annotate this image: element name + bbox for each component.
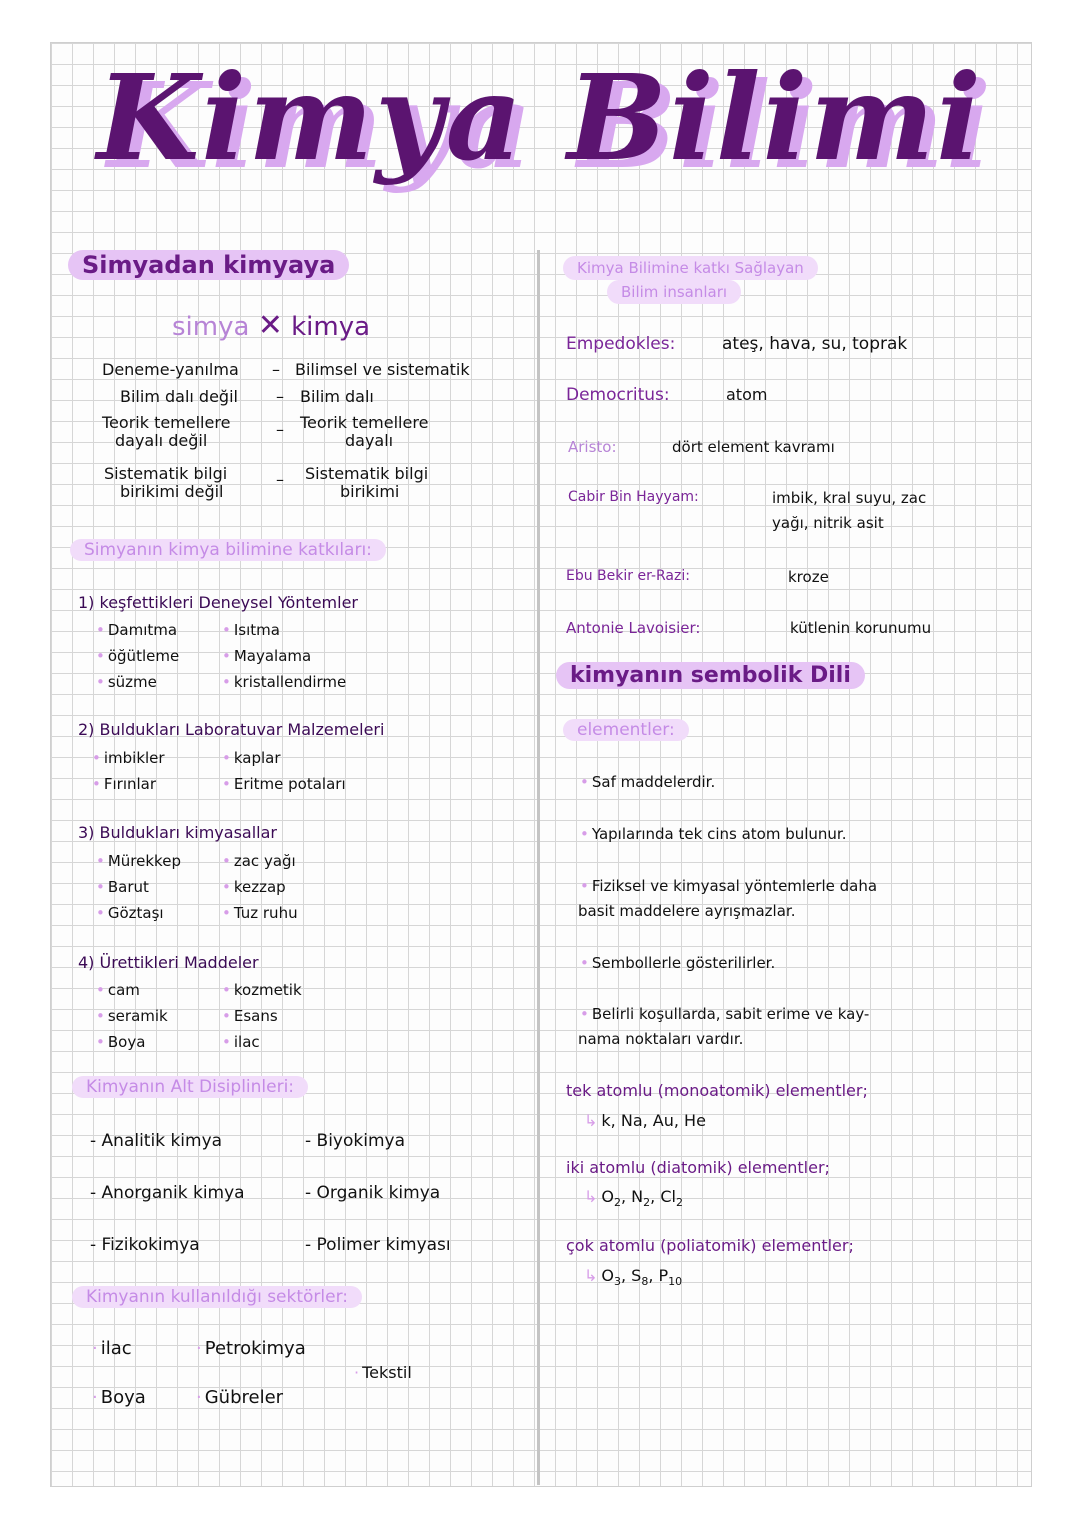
group-list xyxy=(222,848,298,926)
group-title: 3) Buldukları kimyasallar xyxy=(78,823,277,842)
section-heading-scientists: Kimya Bilimine katkı Sağlayan Bilim insanları xyxy=(563,256,818,304)
scientist-contribution: imbik, kral suyu, zac xyxy=(772,489,927,507)
list-item: • Isıtma xyxy=(222,621,280,639)
list-item: • Boya xyxy=(96,1033,146,1051)
list-item: • öğütleme xyxy=(96,647,180,665)
dash: – xyxy=(276,387,284,406)
list-item: • Barut xyxy=(96,878,149,896)
section-heading-symbolic-language: kimyanın sembolik Dili xyxy=(556,662,865,689)
column-divider xyxy=(537,250,540,1485)
list-item: • kezzap xyxy=(222,878,286,896)
group-title: 2) Buldukları Laboratuvar Malzemeleri xyxy=(78,720,385,739)
list-item: · Boya xyxy=(92,1387,146,1408)
list-item: • zac yağı xyxy=(222,852,296,870)
group-title: 4) Ürettikleri Maddeler xyxy=(78,953,259,972)
group-list xyxy=(96,848,181,926)
list-item: - Fizikokimya xyxy=(90,1235,200,1255)
diatomic-items: ↳ $O_2$, $N_2$, $Cl_2$ xyxy=(584,1187,683,1209)
list-item: • cam xyxy=(96,981,140,999)
compare-cell: Bilimsel ve sistematik xyxy=(295,360,470,379)
group-list xyxy=(92,745,165,797)
list-item: - Anorganik kimya xyxy=(90,1183,245,1203)
list-item: • Mürekkep xyxy=(96,852,181,870)
group-list xyxy=(222,617,346,695)
group-list xyxy=(96,977,168,1055)
list-item: • Damıtma xyxy=(96,621,178,639)
dash: – xyxy=(276,470,284,489)
compare-cell: Deneme-yanılma xyxy=(102,360,239,379)
monoatomic-title: tek atomlu (monoatomik) elementler; xyxy=(566,1081,868,1100)
list-item: • Sembollerle gösterilirler. xyxy=(580,954,776,972)
compare-cell: Teorik temellere xyxy=(102,413,231,432)
list-item: · Gübreler xyxy=(196,1387,284,1408)
list-item: • Yapılarında tek cins atom bulunur. xyxy=(580,825,847,843)
list-item: • kaplar xyxy=(222,749,281,767)
list-item: • Eritme potaları xyxy=(222,775,346,793)
polyatomic-title: çok atomlu (poliatomik) elementler; xyxy=(566,1236,854,1255)
polyatomic-items: ↳ $O_3$, $S_8$, $P_{10}$ xyxy=(584,1266,683,1288)
list-item: · Tekstil xyxy=(354,1363,412,1382)
scientist-name: Democritus: xyxy=(566,385,670,405)
list-item: • Göztaşı xyxy=(96,904,164,922)
list-item: • Saf maddelerdir. xyxy=(580,773,716,791)
simya-word: simya xyxy=(172,312,250,342)
list-item: • kristallendirme xyxy=(222,673,347,691)
scientist-name: Empedokles: xyxy=(566,334,676,354)
section-heading-elements: elementler: xyxy=(563,719,689,741)
list-item: • Esans xyxy=(222,1007,278,1025)
list-item: - Biyokimya xyxy=(305,1131,405,1151)
section-heading-alchemy: Simyadan kimyaya xyxy=(68,250,349,280)
list-item: - Analitik kimya xyxy=(90,1131,223,1151)
list-item: • kozmetik xyxy=(222,981,302,999)
section-heading-disciplines: Kimyanın Alt Disiplinleri: xyxy=(72,1076,308,1098)
section-heading-contributions: Simyanın kimya bilimine katkıları: xyxy=(70,539,386,561)
list-item: • Belirli koşullarda, sabit erime ve kay- xyxy=(580,1005,870,1023)
monoatomic-items: ↳ k, Na, Au, He xyxy=(584,1111,706,1130)
group-title: 1) keşfettikleri Deneysel Yöntemler xyxy=(78,593,358,612)
list-item: - Polimer kimyası xyxy=(305,1235,451,1255)
scientist-contribution: atom xyxy=(726,385,768,404)
scientist-contribution: kroze xyxy=(788,568,829,586)
scientist-name: Cabir Bin Hayyam: xyxy=(568,489,699,505)
compare-cell: dayalı değil xyxy=(115,431,208,450)
compare-cell: dayalı xyxy=(345,431,394,450)
list-item: • seramik xyxy=(96,1007,168,1025)
compare-cell: birikimi değil xyxy=(120,482,224,501)
group-list xyxy=(222,977,302,1055)
cross-icon: ✕ xyxy=(257,308,283,343)
scientist-contribution: kütlenin korunumu xyxy=(790,619,932,637)
list-item: - Organik kimya xyxy=(305,1183,441,1203)
scientist-contribution: dört element kavramı xyxy=(672,438,835,456)
list-item: • ilac xyxy=(222,1033,260,1051)
list-item: · Petrokimya xyxy=(196,1338,306,1359)
compare-cell: Bilim dalı xyxy=(300,387,374,406)
compare-cell: Sistematik bilgi xyxy=(305,464,429,483)
scientist-contribution: ateş, hava, su, toprak xyxy=(722,334,908,354)
compare-cell: Bilim dalı değil xyxy=(120,387,238,406)
simya-vs-kimya xyxy=(172,308,370,343)
list-item: • süzme xyxy=(96,673,157,691)
dash: – xyxy=(272,360,280,379)
list-item: • Mayalama xyxy=(222,647,312,665)
scientist-contribution: yağı, nitrik asit xyxy=(772,514,884,532)
section-heading-sectors: Kimyanın kullanıldığı sektörler: xyxy=(72,1286,362,1308)
diatomic-title: iki atomlu (diatomik) elementler; xyxy=(566,1158,830,1177)
group-list xyxy=(96,617,179,695)
group-list xyxy=(222,745,346,797)
list-item: • Fiziksel ve kimyasal yöntemlerle daha xyxy=(580,877,878,895)
compare-cell: Sistematik bilgi xyxy=(104,464,228,483)
list-item-continued: basit maddelere ayrışmazlar. xyxy=(578,902,796,920)
scientist-name: Ebu Bekir er-Razi: xyxy=(566,568,690,584)
dash: – xyxy=(276,420,284,439)
list-item-continued: nama noktaları vardır. xyxy=(578,1030,744,1048)
compare-cell: birikimi xyxy=(340,482,400,501)
compare-cell: Teorik temellere xyxy=(300,413,429,432)
page-title: Kimya Bilimi xyxy=(96,48,984,187)
scientist-name: Aristo: xyxy=(568,438,617,456)
list-item: • Fırınlar xyxy=(92,775,157,793)
list-item: · ilac xyxy=(92,1338,132,1359)
list-item: • imbikler xyxy=(92,749,165,767)
list-item: • Tuz ruhu xyxy=(222,904,298,922)
scientist-name: Antonie Lavoisier: xyxy=(566,619,701,637)
kimya-word: kimya xyxy=(291,312,371,342)
